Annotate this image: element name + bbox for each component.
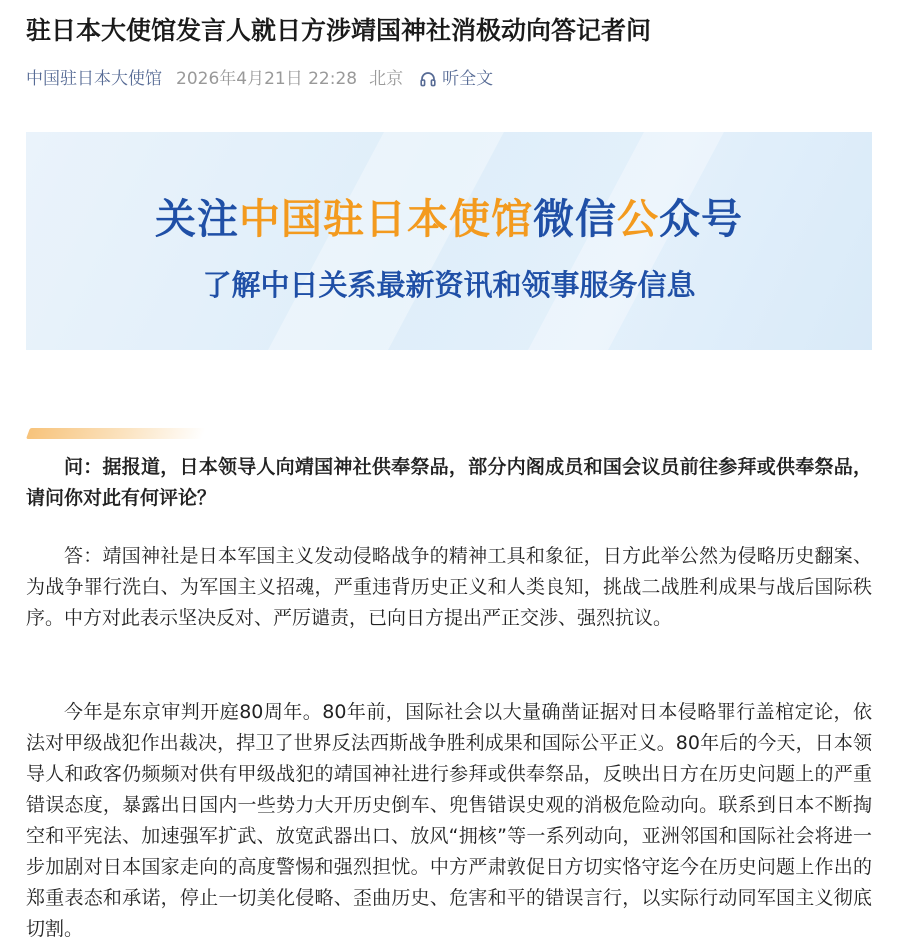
publish-datetime: 2026年4月21日 22:28: [176, 69, 358, 89]
source-account-link[interactable]: 中国驻日本大使馆: [26, 69, 162, 89]
wechat-follow-banner[interactable]: [26, 132, 872, 350]
publish-location: 北京: [369, 69, 404, 89]
banner-headline-part: 中国驻日本使馆: [239, 195, 533, 243]
banner-headline-part: 众号: [659, 195, 743, 243]
banner-subline: 了解中日关系最新资讯和领事服务信息: [202, 268, 696, 302]
banner-headline-part: 关注: [155, 195, 239, 243]
section-divider: [26, 428, 206, 439]
context-paragraph: 今年是东京审判开庭80周年。80年前，国际社会以大量确凿证据对日本侵略罪行盖棺定论，依法对甲级战犯作出裁决，捍卫了世界反法西斯战争胜利成果和国际公平正义。80年后的今天，日本领导人和政客仍频频对供有甲级战犯的靖国神社进行参拜或供奉祭品，反映出日方在历史问题上的严重错误态度，暴露出日国内一些势力大开历史倒车、兜售错误史观的消极危险动向。联系到日本不断掏空和平宪法、加速强军扩武、放宽武器出口、放风“拥核”等一系列动向，亚洲邻国和国际社会将进一步加剧对日本国家走向的高度警惕和强烈担忧。中方严肃敦促日方切实恪守迄今在历史问题上作出的郑重表态和承诺，停止一切美化侵略、歪曲历史、危害和平的错误言行，以实际行动同军国主义彻底切割。: [26, 701, 872, 940]
listen-label: 听全文: [442, 69, 494, 89]
headphones-icon: [419, 70, 437, 88]
banner-headline-part: 微信: [533, 195, 617, 243]
banner-headline: [26, 192, 872, 246]
banner-headline-part: 公: [617, 195, 659, 243]
answer-paragraph: 答：靖国神社是日本军国主义发动侵略战争的精神工具和象征，日方此举公然为侵略历史翻案、为战争罪行洗白、为军国主义招魂，严重违背历史正义和人类良知，挑战二战胜利成果与战后国际秩序。中方对此表示坚决反对、严厉谴责，已向日方提出严正交涉、强烈抗议。: [26, 545, 872, 629]
question-paragraph: 问：据报道，日本领导人向靖国神社供奉祭品，部分内阁成员和国会议员前往参拜或供奉祭品，请问你对此有何评论？: [26, 456, 872, 509]
article-meta: [26, 66, 493, 92]
listen-button[interactable]: [419, 66, 493, 92]
article-title: 驻日本大使馆发言人就日方涉靖国神社消极动向答记者问: [26, 16, 652, 45]
